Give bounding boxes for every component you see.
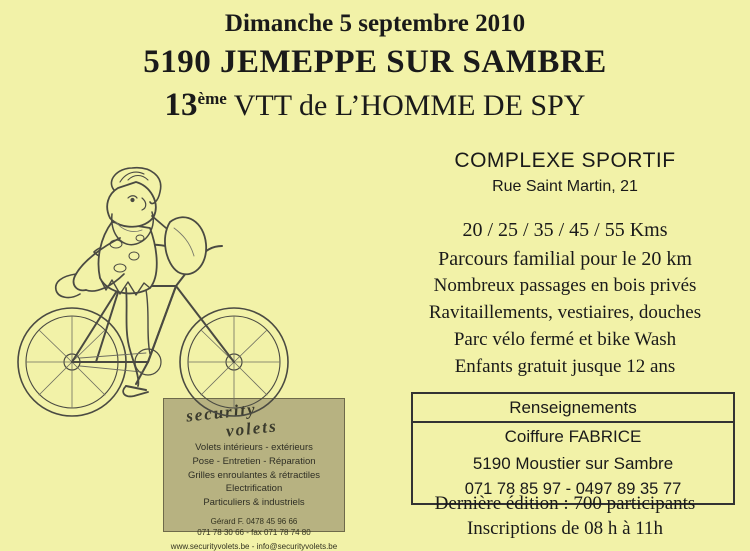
sponsor-service-3: Grilles enroulantes & rétractiles	[188, 469, 320, 481]
event-info-column	[390, 148, 740, 381]
footer-previous-edition: Dernière édition : 700 participants	[434, 493, 696, 514]
edition-ordinal: ème	[197, 88, 227, 108]
sponsor-logo-word-1: security	[185, 399, 258, 426]
detail-bike-park: Parc vélo fermé et bike Wash	[453, 329, 677, 351]
page-title: 5190 JEMEPPE SUR SAMBRE	[143, 43, 607, 80]
detail-facilities: Ravitaillements, vestiaires, douches	[428, 302, 702, 324]
detail-private-woods: Nombreux passages en bois privés	[433, 275, 697, 297]
sponsor-contact	[164, 516, 344, 539]
event-details-list	[390, 216, 740, 381]
poster-header	[0, 10, 750, 126]
sponsor-service-4: Electrification	[225, 483, 283, 495]
event-name: VTT de L’HOMME DE SPY	[233, 88, 586, 122]
event-date: Dimanche 5 septembre 2010	[224, 10, 526, 37]
sponsor-contact-phone: 071 78 30 66 - fax 071 78 74 80	[197, 528, 311, 538]
information-heading: Renseignements	[413, 394, 733, 423]
sponsor-contact-person: Gérard F. 0478 45 96 66	[210, 516, 298, 526]
poster-footer	[390, 492, 740, 541]
venue-name: COMPLEXE SPORTIF	[454, 149, 676, 172]
information-box	[411, 392, 735, 505]
sponsor-services	[164, 441, 344, 510]
information-contact-city: 5190 Moustier sur Sambre	[472, 453, 674, 473]
sponsor-service-1: Volets intérieurs - extérieurs	[195, 442, 313, 453]
detail-children-free: Enfants gratuit jusque 12 ans	[454, 356, 676, 378]
detail-distances: 20 / 25 / 35 / 45 / 55 Kms	[462, 219, 668, 242]
venue-address: Rue Saint Martin, 21	[492, 178, 638, 196]
sponsor-logo-word-2: volets	[225, 416, 279, 441]
edition-number: 13	[164, 86, 198, 123]
sponsor-service-5: Particuliers & industriels	[203, 497, 305, 509]
information-contact-name: Coiffure FABRICE	[504, 427, 642, 447]
detail-family-route: Parcours familial pour le 20 km	[438, 247, 692, 270]
sponsor-website: www.securityvolets.be - info@securityvolets.be	[170, 542, 338, 551]
information-contact-phone: 071 78 85 97 - 0497 89 35 77	[464, 479, 682, 498]
footer-registration-hours: Inscriptions de 08 h à 11h	[466, 517, 664, 539]
caveman-on-mountain-bike-drawing	[0, 110, 360, 430]
sponsor-service-2: Pose - Entretien - Réparation	[192, 455, 316, 467]
